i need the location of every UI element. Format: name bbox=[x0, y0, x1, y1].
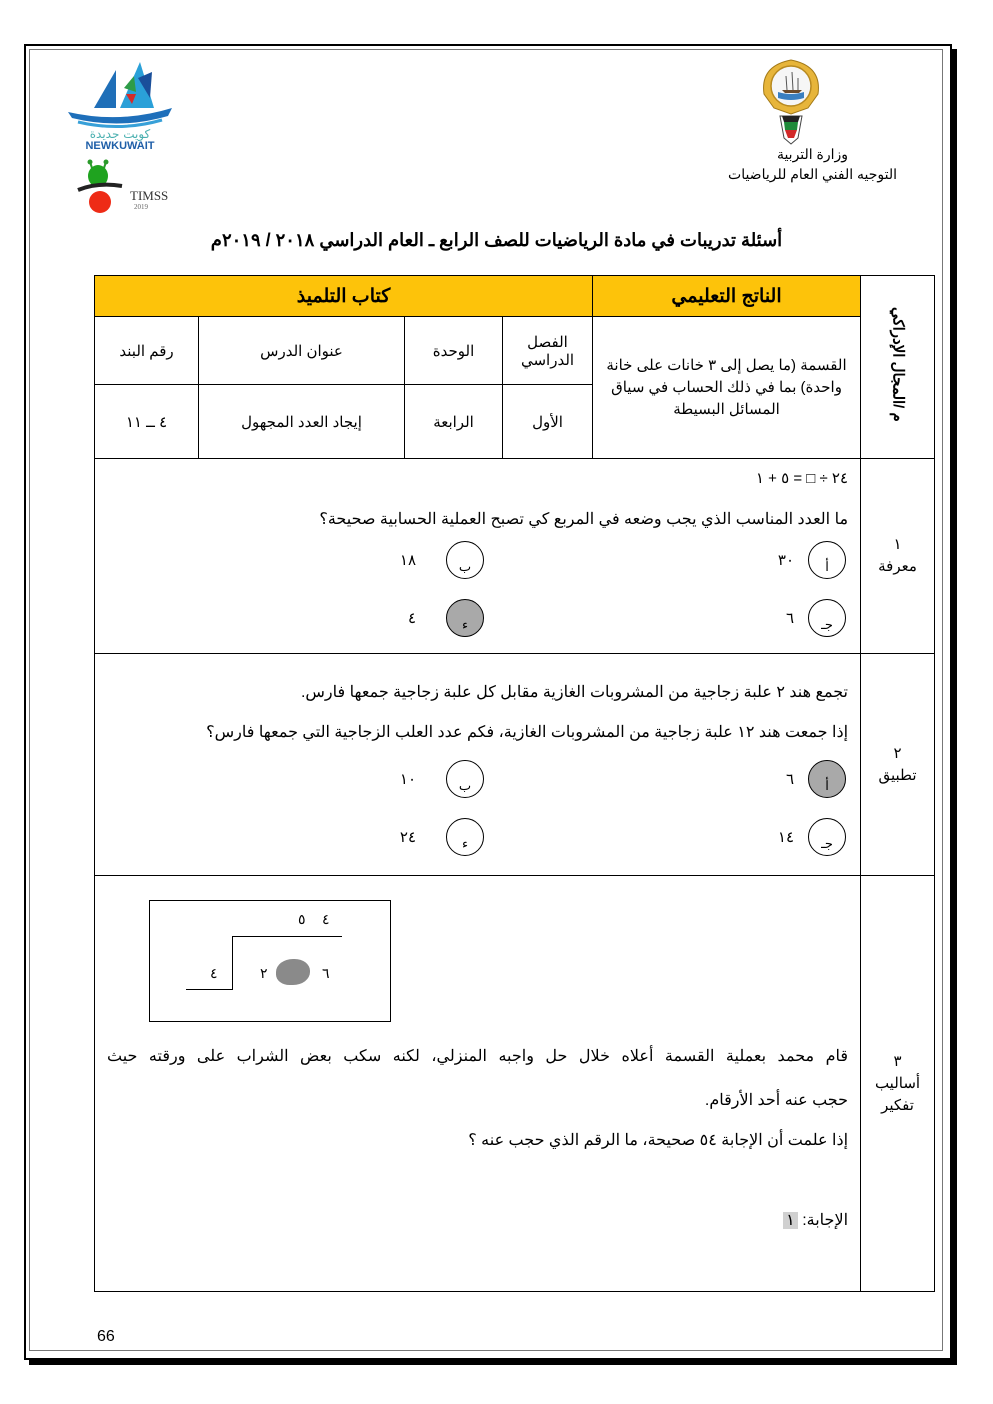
question-1-equation: ٢٤ ÷ □ = ٥ + ١ bbox=[755, 470, 849, 487]
question-2-choice-c[interactable] bbox=[778, 818, 846, 856]
ministry-name: وزارة التربية bbox=[776, 146, 849, 162]
question-3-domain-label-2: تفكير bbox=[881, 1096, 914, 1114]
new-kuwait-english: NEWKUWAIT bbox=[85, 140, 155, 150]
question-1-domain bbox=[861, 459, 935, 654]
spill-stain-icon bbox=[276, 959, 310, 985]
question-1-number: ١ bbox=[893, 536, 902, 553]
question-row-2 bbox=[95, 654, 935, 876]
item-number-value: ٤ ــ ١١ bbox=[95, 385, 199, 459]
unit-header: الوحدة bbox=[405, 317, 503, 385]
lesson-title-value: إيجاد العدد المجهول bbox=[199, 385, 405, 459]
learning-outcome-text: القسمة (ما يصل إلى ٣ خانات على خانة واحدة) بما في ذلك الحساب في سياق المسائل البسيطة bbox=[593, 317, 861, 459]
choice-bubble[interactable]: ب bbox=[446, 541, 484, 579]
question-2-line-2: إذا جمعت هند ١٢ علبة زجاجية من المشروبات الغازية، فكم عدد العلب الزجاجية التي جمعها فارس؟ bbox=[206, 724, 849, 741]
new-kuwait-logo bbox=[64, 58, 176, 150]
answer-line bbox=[783, 1210, 848, 1230]
choice-value: ٦ bbox=[785, 771, 795, 788]
choice-value: ٣٠ bbox=[777, 552, 795, 569]
divisor-underline bbox=[186, 989, 233, 990]
quotient-digit-5: ٥ bbox=[298, 911, 306, 927]
questions-table bbox=[94, 275, 935, 1292]
question-1-choice-b[interactable] bbox=[400, 541, 484, 579]
question-row-3 bbox=[95, 876, 935, 1292]
department-name: التوجيه الفني العام للرياضيات bbox=[728, 166, 897, 182]
question-2-domain-label: تطبيق bbox=[878, 766, 917, 784]
dividend-digit-2: ٢ bbox=[260, 965, 268, 981]
question-2-choice-d[interactable] bbox=[400, 818, 484, 856]
choice-bubble-selected[interactable]: ء bbox=[446, 599, 484, 637]
question-3-number: ٣ bbox=[893, 1052, 902, 1070]
question-2-domain bbox=[861, 654, 935, 876]
question-2-body bbox=[95, 654, 861, 876]
question-row-1 bbox=[95, 459, 935, 654]
quotient-digit-4: ٤ bbox=[322, 911, 330, 927]
dividend-digit-6: ٦ bbox=[322, 965, 330, 981]
semester-value: الأول bbox=[503, 385, 593, 459]
item-number-header: رقم البند bbox=[95, 317, 199, 385]
choice-value: ٦ bbox=[785, 610, 795, 627]
question-3-line-3: إذا علمت أن الإجابة ٥٤ صحيحة، ما الرقم الذي حجب عنه ؟ bbox=[468, 1132, 849, 1149]
question-1-choice-c[interactable] bbox=[786, 599, 846, 637]
ministry-header bbox=[728, 144, 897, 184]
choice-bubble[interactable]: جـ bbox=[808, 818, 846, 856]
choice-value: ٤ bbox=[407, 610, 417, 627]
semester-header: الفصل الدراسي bbox=[503, 317, 593, 385]
question-2-number: ٢ bbox=[893, 744, 902, 762]
question-3-line-1: قام محمد بعملية القسمة أعلاه خلال حل واجبه المنزلي، لكنه سكب بعض الشراب على ورقته حيث bbox=[107, 1048, 849, 1065]
choice-value: ١٤ bbox=[777, 829, 795, 846]
answer-value[interactable]: ١ bbox=[783, 1212, 798, 1229]
choice-value: ١٨ bbox=[399, 552, 417, 569]
unit-value: الرابعة bbox=[405, 385, 503, 459]
answer-label: الإجابة: bbox=[802, 1212, 849, 1229]
page-number: 66 bbox=[97, 1328, 115, 1345]
question-3-body bbox=[95, 876, 861, 1292]
choice-value: ٢٤ bbox=[399, 829, 417, 846]
timss-logo bbox=[74, 158, 184, 218]
question-1-choice-d[interactable] bbox=[408, 599, 484, 637]
choice-bubble[interactable]: ب bbox=[446, 760, 484, 798]
lesson-title-header: عنوان الدرس bbox=[199, 317, 405, 385]
question-2-choice-a[interactable] bbox=[786, 760, 846, 798]
choice-bubble[interactable]: جـ bbox=[808, 599, 846, 637]
question-2-choice-b[interactable] bbox=[400, 760, 484, 798]
kuwait-emblem-icon bbox=[756, 56, 826, 148]
long-division-figure bbox=[149, 900, 391, 1022]
question-1-prompt: ما العدد المناسب الذي يجب وضعه في المربع كي تصبح العملية الحسابية صحيحة؟ bbox=[319, 511, 849, 528]
choice-value: ١٠ bbox=[399, 771, 417, 788]
question-1-domain-label: معرفة bbox=[878, 558, 917, 575]
choice-bubble-selected[interactable]: أ bbox=[808, 760, 846, 798]
learning-outcome-header: الناتج التعليمي bbox=[593, 276, 861, 317]
cognitive-domain-label: م /المجال الإدراكي bbox=[889, 307, 907, 422]
choice-bubble[interactable]: أ bbox=[808, 541, 846, 579]
divisor-digit: ٤ bbox=[210, 965, 218, 981]
question-3-domain bbox=[861, 876, 935, 1292]
document-title: أسئلة تدريبات في مادة الرياضيات للصف الرابع ـ العام الدراسي ٢٠١٨ / ٢٠١٩م bbox=[210, 230, 783, 250]
cognitive-domain-header bbox=[861, 276, 935, 459]
new-kuwait-arabic: كويت جديدة bbox=[89, 127, 151, 141]
question-3-line-2: حجب عنه أحد الأرقام. bbox=[704, 1092, 849, 1109]
timss-year: 2019 bbox=[134, 203, 148, 211]
question-3-domain-label-1: أساليب bbox=[874, 1074, 921, 1092]
question-2-line-1: تجمع هند ٢ علبة زجاجية من المشروبات الغازية مقابل كل علبة زجاجية جمعها فارس. bbox=[300, 684, 849, 701]
student-book-header: كتاب التلميذ bbox=[95, 276, 593, 317]
division-bar bbox=[232, 936, 342, 937]
choice-bubble[interactable]: ء bbox=[446, 818, 484, 856]
division-bracket bbox=[232, 936, 233, 989]
question-1-choice-a[interactable] bbox=[778, 541, 846, 579]
timss-label: TIMSS bbox=[130, 188, 169, 203]
question-1-body bbox=[95, 459, 861, 654]
